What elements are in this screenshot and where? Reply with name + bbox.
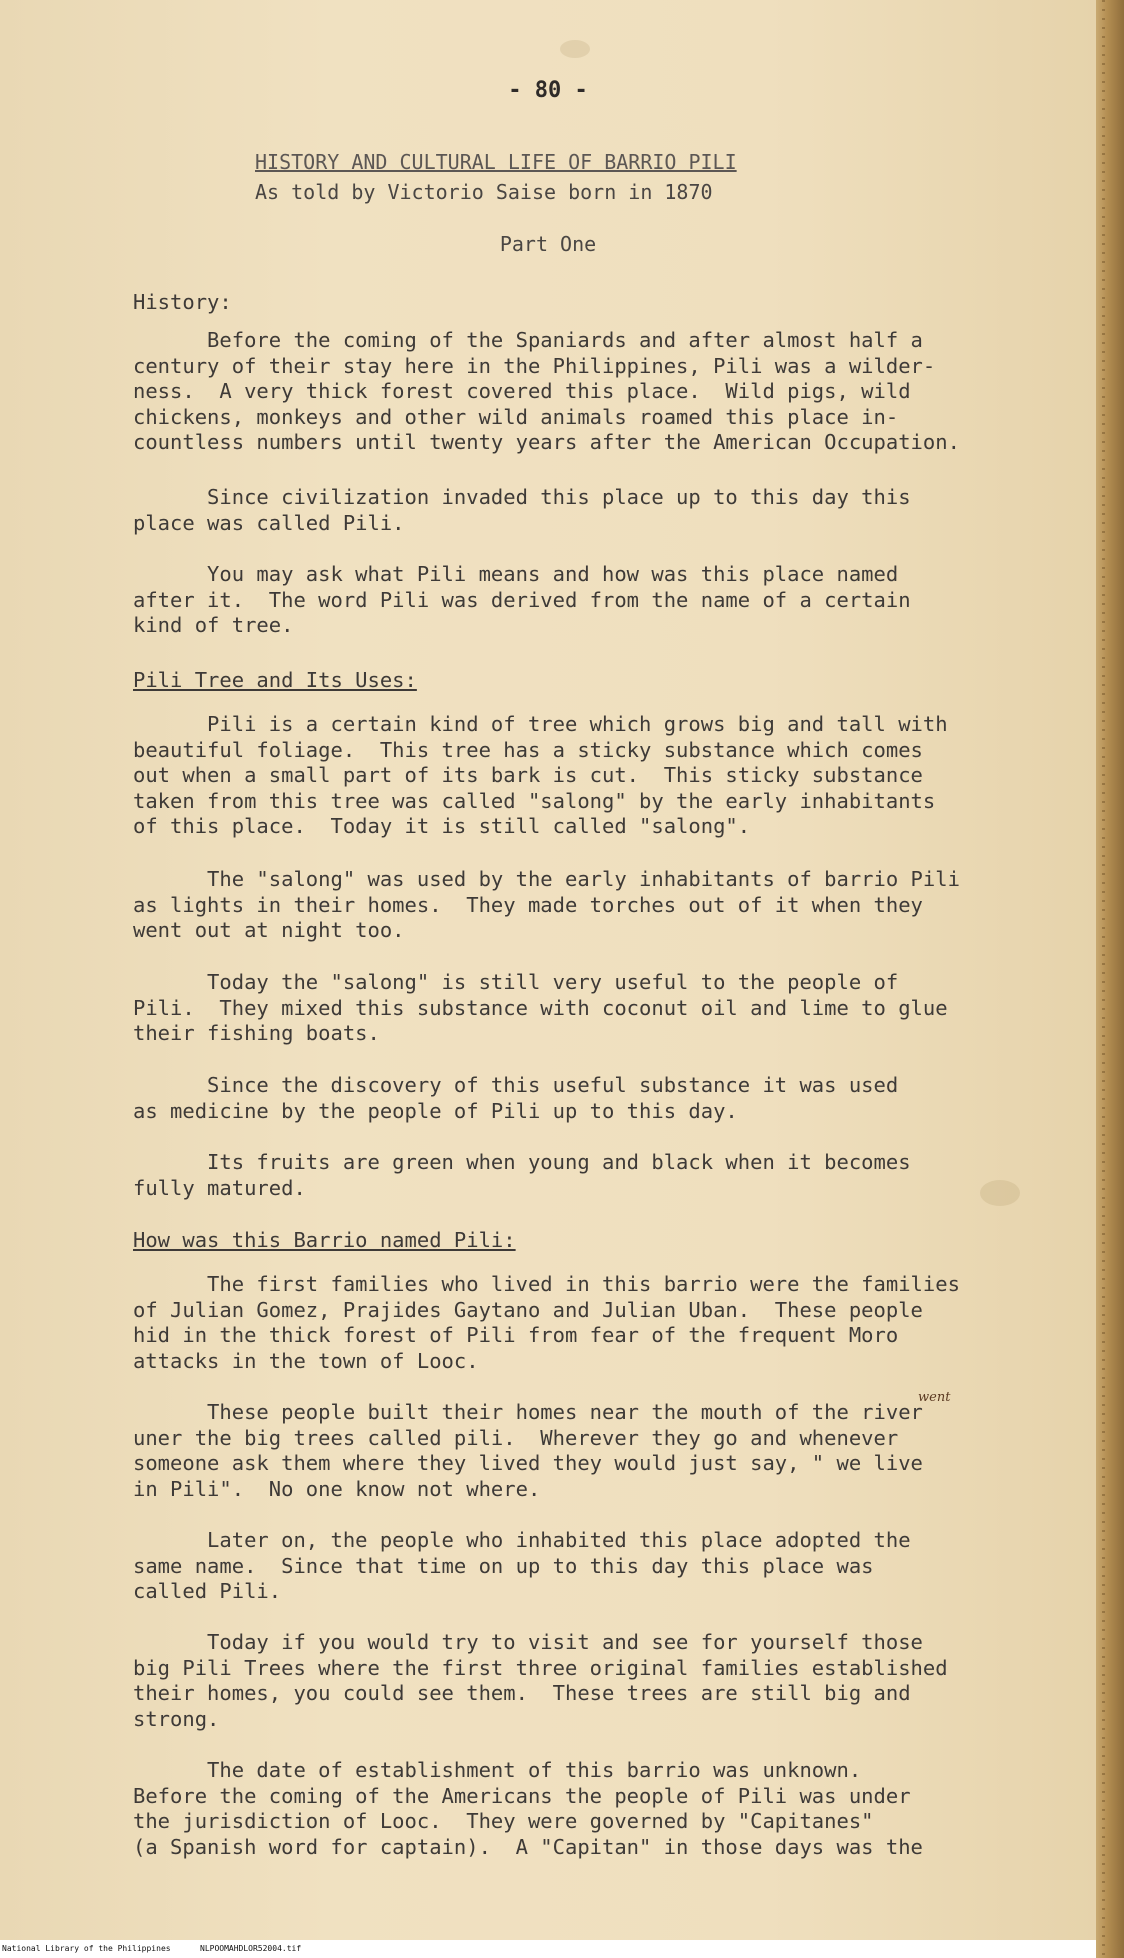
paragraph xyxy=(133,328,993,456)
section-heading-how-named: How was this Barrio named Pili: xyxy=(133,1228,516,1252)
text-line: of Julian Gomez, Prajides Gaytano and Julian Uban. These people xyxy=(133,1297,923,1322)
document-title: HISTORY AND CULTURAL LIFE OF BARRIO PILI xyxy=(255,150,737,174)
text-line: century of their stay here in the Philippines, Pili was a wilder- xyxy=(133,353,936,378)
text-line: attacks in the town of Looc. xyxy=(133,1348,479,1373)
paragraph xyxy=(133,1528,993,1605)
text-line: countless numbers until twenty years after the American Occupation. xyxy=(133,430,960,455)
paragraph xyxy=(133,1150,993,1201)
text-line: uner the big trees called pili. Wherever they go and whenever xyxy=(133,1425,899,1450)
paragraph xyxy=(133,1073,993,1124)
text-line: The "salong" was used by the early inhabitants of barrio Pili xyxy=(133,867,960,891)
text-line: The date of establishment of this barrio was unknown. xyxy=(133,1758,862,1782)
text-line: Before the coming of the Spaniards and after almost half a xyxy=(133,328,923,352)
paragraph xyxy=(133,1400,993,1502)
paragraph xyxy=(133,867,993,944)
text-line: as medicine by the people of Pili up to this day. xyxy=(133,1098,738,1123)
text-line: as lights in their homes. They made torches out of it when they xyxy=(133,892,923,917)
scan-footer xyxy=(0,1940,1096,1958)
paragraph xyxy=(133,1758,993,1860)
footer-file: NLPOOMAHDLOR52004.tif xyxy=(200,1944,302,1953)
text-line: The first families who lived in this barrio were the families xyxy=(133,1272,960,1296)
text-line: in Pili". No one know not where. xyxy=(133,1476,541,1501)
text-line: kind of tree. xyxy=(133,613,294,638)
page-number: - 80 - xyxy=(508,78,588,103)
section-heading-pili-tree: Pili Tree and Its Uses: xyxy=(133,668,417,692)
text-line: These people built their homes near the mouth of the river xyxy=(133,1400,923,1424)
text-line: their fishing boats. xyxy=(133,1021,380,1046)
text-line: the jurisdiction of Looc. They were governed by "Capitanes" xyxy=(133,1809,874,1834)
text-line: same name. Since that time on up to this day this place was xyxy=(133,1553,874,1578)
text-line: Its fruits are green when young and black when it becomes xyxy=(133,1150,911,1174)
text-line: taken from this tree was called "salong" by the early inhabitants xyxy=(133,788,936,813)
text-line: out when a small part of its bark is cut. This sticky substance xyxy=(133,763,923,788)
part-heading: Part One xyxy=(499,232,597,256)
text-line: called Pili. xyxy=(133,1579,282,1604)
text-line: strong. xyxy=(133,1706,220,1731)
paragraph xyxy=(133,1630,993,1732)
paragraph xyxy=(133,485,993,536)
document-subtitle: As told by Victorio Saise born in 1870 xyxy=(255,180,713,204)
handwritten-went: went xyxy=(918,1390,951,1405)
text-line: ness. A very thick forest covered this place. Wild pigs, wild xyxy=(133,379,911,404)
binding-edge xyxy=(1096,0,1124,1958)
text-line: fully matured. xyxy=(133,1175,306,1200)
text-line: Since the discovery of this useful substance it was used xyxy=(133,1073,899,1097)
paper-stain xyxy=(560,40,590,58)
paragraph xyxy=(133,712,993,840)
text-line: after it. The word Pili was derived from the name of a certain xyxy=(133,587,911,612)
text-line: their homes, you could see them. These trees are still big and xyxy=(133,1681,911,1706)
binding-holes xyxy=(1102,0,1105,1958)
text-line: Since civilization invaded this place up to this day this xyxy=(133,485,911,509)
text-line: Later on, the people who inhabited this place adopted the xyxy=(133,1528,911,1552)
text-line: chickens, monkeys and other wild animals roamed this place in- xyxy=(133,404,899,429)
paragraph xyxy=(133,562,993,639)
text-line: place was called Pili. xyxy=(133,510,405,535)
footer-library: National Library of the Philippines xyxy=(2,1944,171,1953)
text-line: Today the "salong" is still very useful to the people of xyxy=(133,970,899,994)
text-line: someone ask them where they lived they would just say, " we live xyxy=(133,1451,923,1476)
text-line: You may ask what Pili means and how was this place named xyxy=(133,562,899,586)
text-line: hid in the thick forest of Pili from fear of the frequent Moro xyxy=(133,1323,899,1348)
text-line: beautiful foliage. This tree has a sticky substance which comes xyxy=(133,737,923,762)
text-line: (a Spanish word for captain). A "Capitan" in those days was the xyxy=(133,1834,923,1859)
text-line: Pili. They mixed this substance with coconut oil and lime to glue xyxy=(133,995,948,1020)
text-line: Pili is a certain kind of tree which grows big and tall with xyxy=(133,712,948,736)
paragraph xyxy=(133,970,993,1047)
text-line: of this place. Today it is still called "salong". xyxy=(133,814,751,839)
text-line: went out at night too. xyxy=(133,918,405,943)
text-line: Before the coming of the Americans the people of Pili was under xyxy=(133,1783,911,1808)
text-line: big Pili Trees where the first three original families established xyxy=(133,1655,948,1680)
section-heading-history: History: xyxy=(133,290,232,314)
text-line: Today if you would try to visit and see for yourself those xyxy=(133,1630,923,1654)
paragraph xyxy=(133,1272,993,1374)
